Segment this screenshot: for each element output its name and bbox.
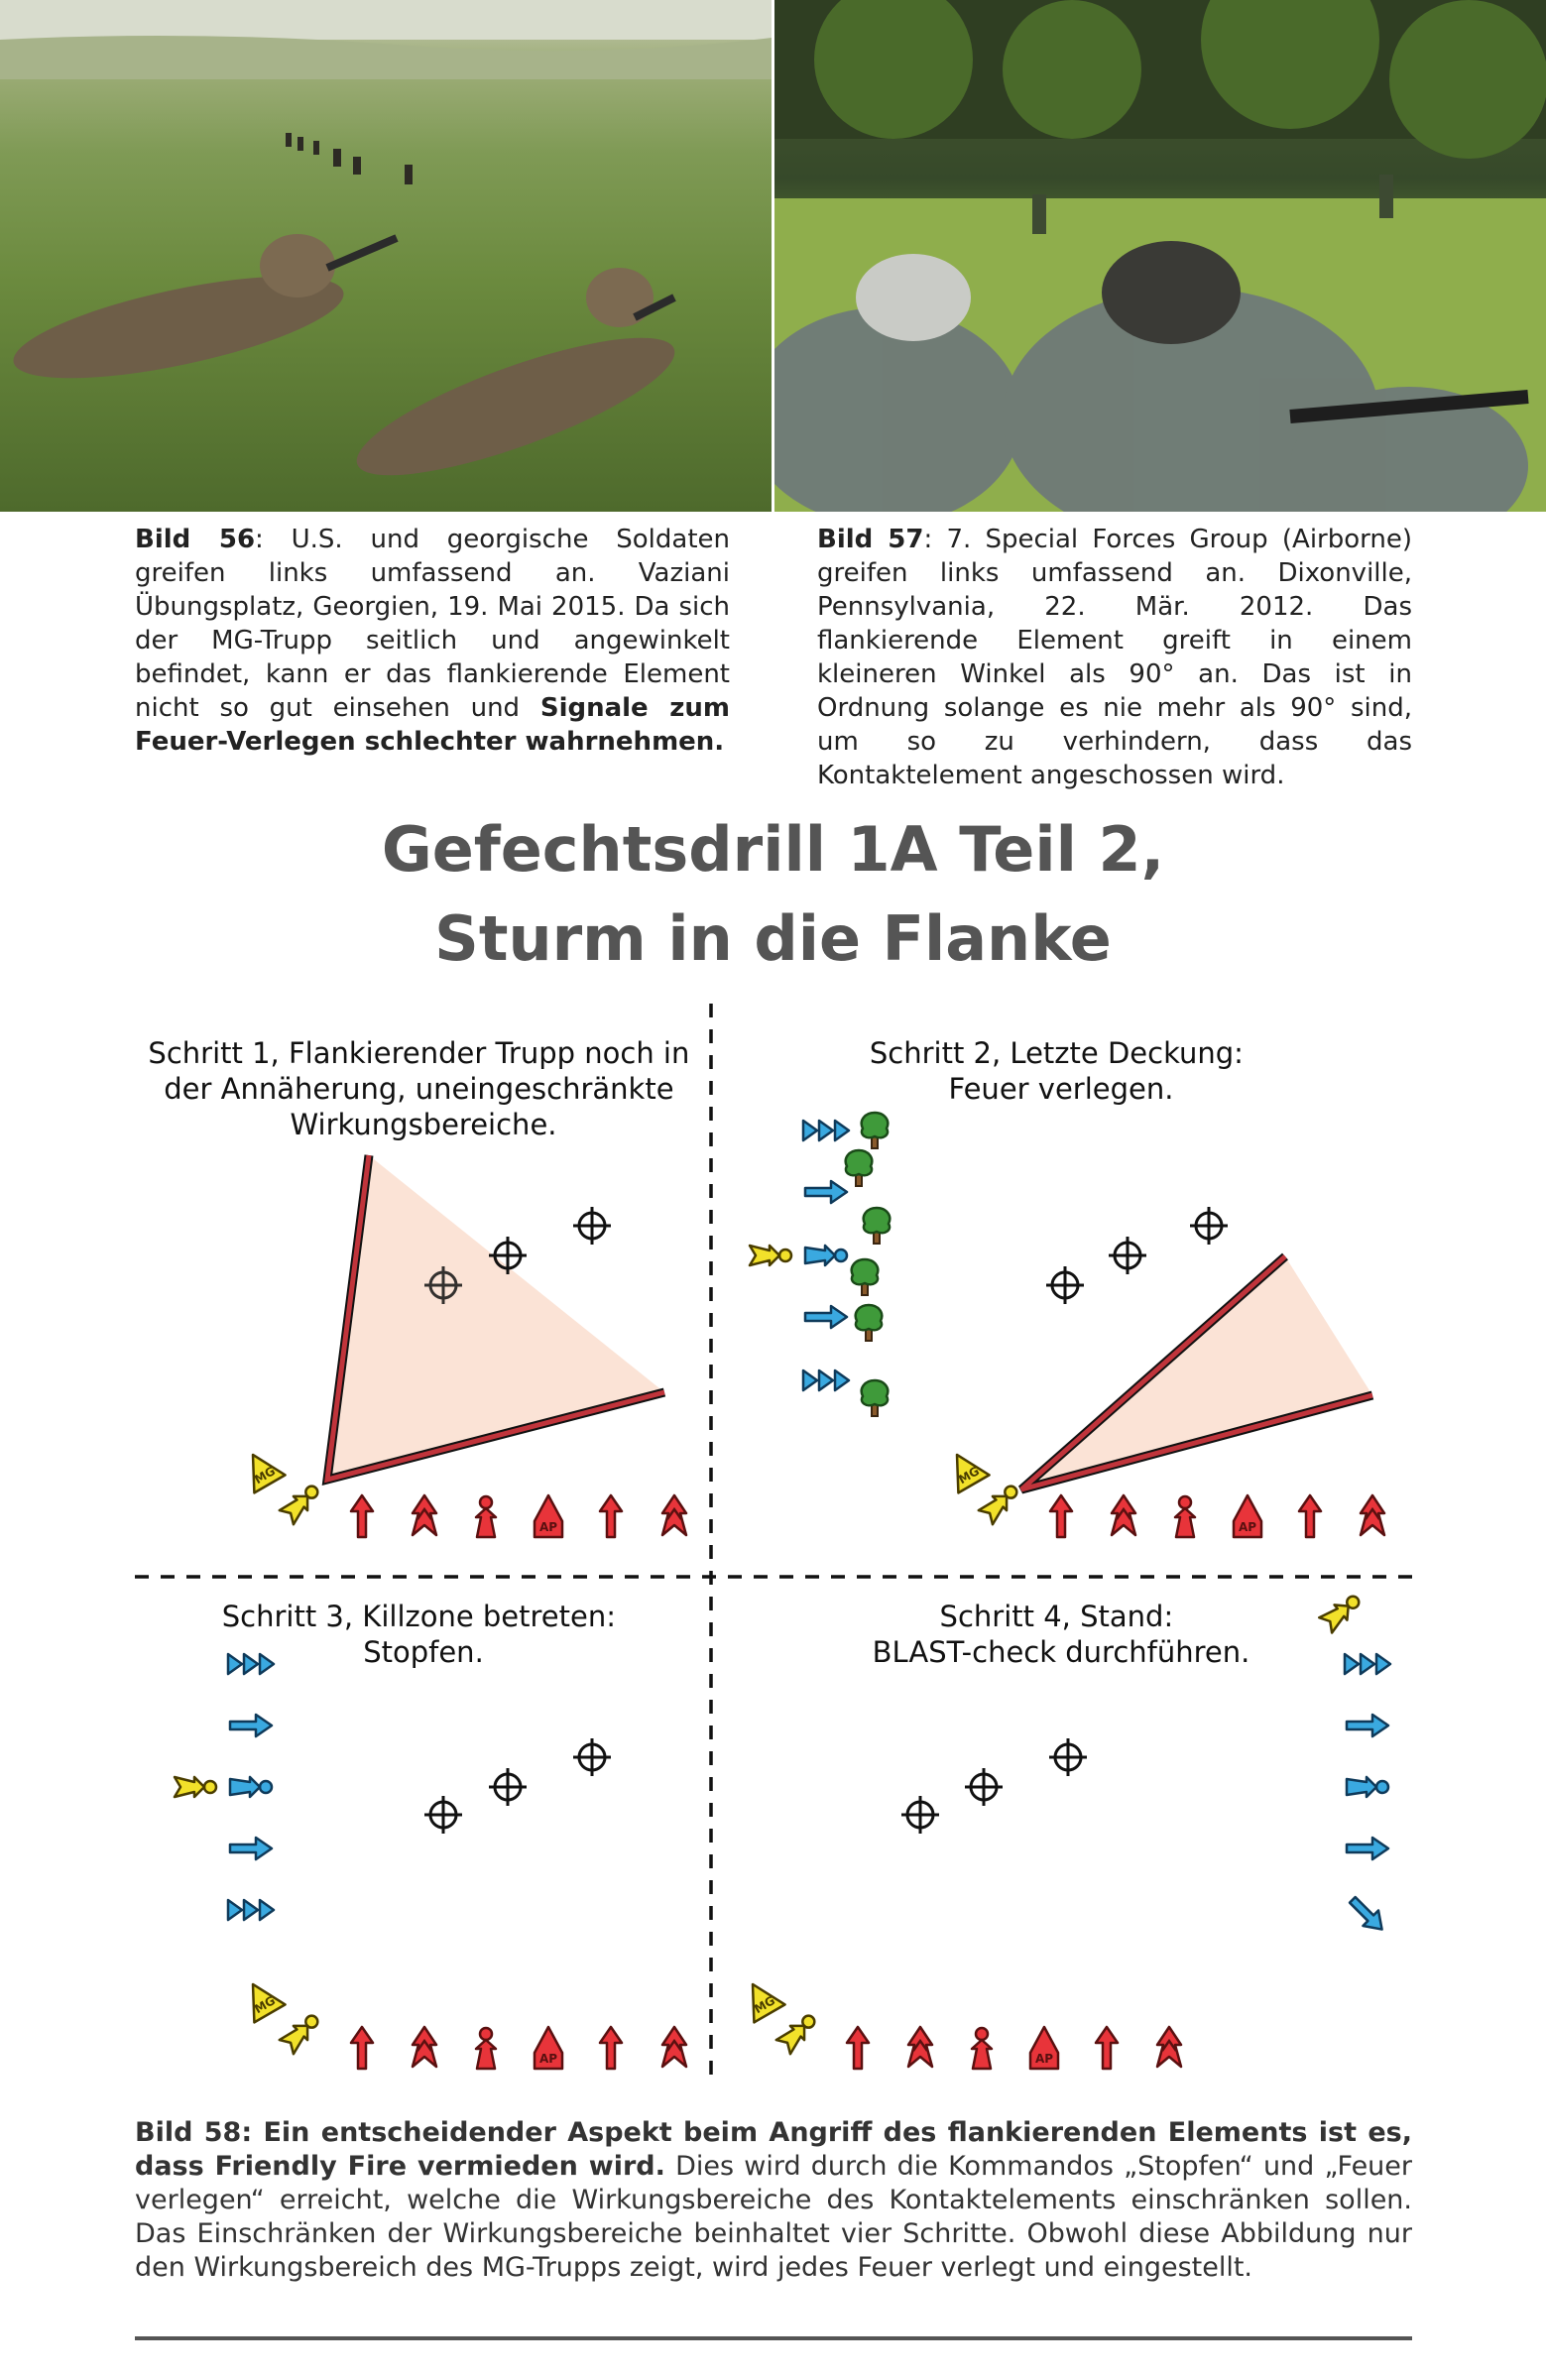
leader-icon — [280, 1481, 323, 1524]
friendly-chevron-icon — [662, 2027, 686, 2067]
friendly-arrow-icon — [1096, 2027, 1118, 2069]
mg-team-icon — [941, 1446, 989, 1492]
step-1-title — [148, 1036, 698, 1141]
step-4-title — [873, 1600, 1250, 1669]
mg-team-icon — [737, 1975, 784, 2022]
blue-arrow-icon — [1345, 1892, 1389, 1937]
step-4-line-1: Schritt 4, Stand: — [939, 1600, 1174, 1633]
target-icon — [1049, 1738, 1087, 1776]
caption-bild-56 — [135, 523, 730, 759]
friendly-arrow-icon — [600, 2027, 622, 2069]
blue-arrow-icon — [230, 1715, 272, 1736]
friendly-arrow-icon — [600, 1495, 622, 1537]
blue-arrow-icon — [805, 1306, 847, 1328]
blue-arrow-icon — [805, 1181, 847, 1203]
leader-icon — [979, 1481, 1022, 1524]
step-1-line-2: der Annäherung, uneingeschränkte — [164, 1072, 674, 1106]
mg-team-icon — [237, 1975, 285, 2022]
svg-text:MG: MG — [752, 1993, 777, 2017]
tree-icon — [864, 1208, 891, 1244]
tree-icon — [852, 1259, 879, 1295]
bottom-rule — [135, 2336, 1412, 2340]
friendly-ap-icon — [535, 2027, 562, 2069]
friendly-arrow-icon — [1050, 1495, 1072, 1537]
svg-text:AP: AP — [538, 1520, 558, 1534]
step-4-line-2: BLAST-check durchführen. — [872, 1635, 1250, 1669]
step-2-fire-sector — [1021, 1256, 1372, 1489]
drill-diagram — [0, 992, 1546, 2102]
friendly-chevron-icon — [1157, 2027, 1181, 2067]
friendly-person-icon — [476, 2028, 496, 2069]
svg-text:AP: AP — [1238, 1520, 1257, 1534]
tree-icon — [862, 1380, 889, 1416]
caption-56-text: : U.S. und georgische Soldaten greifen links umfassend an. Vaziani Übungsplatz, Georgien, 19. Mai 2015. Da sich der MG-Trupp seitlich und angewinkelt befindet, kann er das flankierende Element nicht so gut einsehen und — [135, 525, 730, 723]
friendly-arrow-icon — [351, 1495, 373, 1537]
tree-icon — [856, 1305, 883, 1341]
svg-text:AP: AP — [538, 2052, 558, 2066]
friendly-person-icon — [476, 1496, 496, 1537]
svg-text:MG: MG — [956, 1464, 982, 1488]
friendly-chevron-icon — [908, 2027, 932, 2067]
step-3-line-1: Schritt 3, Killzone betreten: — [221, 1600, 617, 1633]
caption-56-bold-end: Signale zum Feuer-Verlegen schlechter wahrnehmen. — [135, 693, 730, 757]
mg-team-icon — [237, 1446, 285, 1492]
leader-icon — [1319, 1591, 1364, 1632]
svg-text:MG: MG — [252, 1464, 278, 1488]
target-icon — [965, 1768, 1003, 1806]
target-icon — [901, 1796, 939, 1834]
blue-dbl-icon — [228, 1654, 274, 1674]
friendly-ap-icon — [1030, 2027, 1058, 2069]
blue-person-icon — [805, 1246, 847, 1265]
tree-icon — [862, 1113, 889, 1148]
tree-icon — [846, 1150, 873, 1186]
blue-dbl-icon — [803, 1121, 849, 1140]
blue-dbl-icon — [803, 1370, 849, 1390]
friendly-chevron-icon — [662, 1495, 686, 1535]
friendly-person-icon — [1175, 1496, 1195, 1537]
leader-icon — [776, 2010, 820, 2054]
blue-dbl-icon — [228, 1900, 274, 1920]
target-icon — [573, 1207, 611, 1245]
step-2-line-2: Feuer verlegen. — [948, 1072, 1174, 1106]
friendly-arrow-icon — [351, 2027, 373, 2069]
leader-icon — [175, 1777, 216, 1797]
caption-58-text: Dies wird durch die Kommandos „Stopfen“ und „Feuer verlegen“ erreicht, welche die Wirkungsbereiche des Kontaktelements einschränken sollen. Das Einschränken der Wirkungsbereiche beinhaltet vier Schritte. Obwohl diese Abbildung nur den Wirkungsbereich des MG-Trupps zeigt, wird jedes Feuer verlegt und eingestellt. — [135, 2151, 1412, 2283]
target-icon — [424, 1796, 462, 1834]
friendly-ap-icon — [1234, 1495, 1261, 1537]
svg-text:MG: MG — [252, 1993, 278, 2017]
step-2-title — [870, 1036, 1252, 1106]
target-icon — [573, 1738, 611, 1776]
step-1-line-1: Schritt 1, Flankierender Trupp noch in — [148, 1036, 690, 1070]
title-line-2: Sturm in die Flanke — [434, 902, 1112, 975]
step-3-title — [222, 1600, 625, 1669]
caption-57-text: : 7. Special Forces Group (Airborne) greifen links umfassend an. Dixonville, Pennsylvania, 22. Mär. 2012. Das flankierende Element greift in einem kleineren Winkel als 90° an. Das ist in Ordnung solange es nie mehr als 90° sind, um so zu verhindern, dass das Kontaktelement angeschossen wird. — [817, 525, 1412, 790]
target-icon — [1190, 1207, 1228, 1245]
caption-58-bold: Bild 58: Ein entscheidender Aspekt beim Angriff des flankierenden Elements ist es, dass Friendly Fire vermieden wird. — [135, 2117, 1412, 2182]
step-1-line-3: Wirkungsbereiche. — [290, 1108, 557, 1141]
page-title — [0, 805, 1546, 984]
step-1-fire-sector — [327, 1155, 664, 1480]
leader-icon — [280, 2010, 323, 2054]
caption-57-label: Bild 57 — [817, 525, 924, 554]
target-icon — [1046, 1266, 1084, 1304]
friendly-ap-icon — [535, 1495, 562, 1537]
blue-arrow-icon — [230, 1838, 272, 1859]
friendly-person-icon — [972, 2028, 992, 2069]
friendly-chevron-icon — [1361, 1495, 1384, 1535]
svg-text:AP: AP — [1034, 2052, 1054, 2066]
step-2-line-1: Schritt 2, Letzte Deckung: — [869, 1036, 1244, 1070]
title-line-1: Gefechtsdrill 1A Teil 2, — [381, 813, 1165, 886]
caption-bild-58 — [135, 2116, 1412, 2285]
step-3-line-2: Stopfen. — [363, 1635, 484, 1669]
friendly-chevron-icon — [1112, 1495, 1135, 1535]
target-icon — [1109, 1237, 1146, 1274]
leader-icon — [750, 1246, 791, 1265]
blue-person-icon — [230, 1777, 272, 1797]
friendly-chevron-icon — [413, 1495, 436, 1535]
blue-person-icon — [1347, 1777, 1388, 1797]
photo-bild-56 — [0, 0, 772, 512]
friendly-arrow-icon — [1299, 1495, 1321, 1537]
caption-bild-57 — [817, 523, 1412, 792]
target-icon — [489, 1768, 527, 1806]
blue-arrow-icon — [1347, 1715, 1388, 1736]
friendly-chevron-icon — [413, 2027, 436, 2067]
photo-bild-57 — [774, 0, 1546, 512]
blue-arrow-icon — [1347, 1838, 1388, 1859]
blue-dbl-icon — [1345, 1654, 1390, 1674]
friendly-arrow-icon — [847, 2027, 869, 2069]
caption-56-label: Bild 56 — [135, 525, 256, 554]
